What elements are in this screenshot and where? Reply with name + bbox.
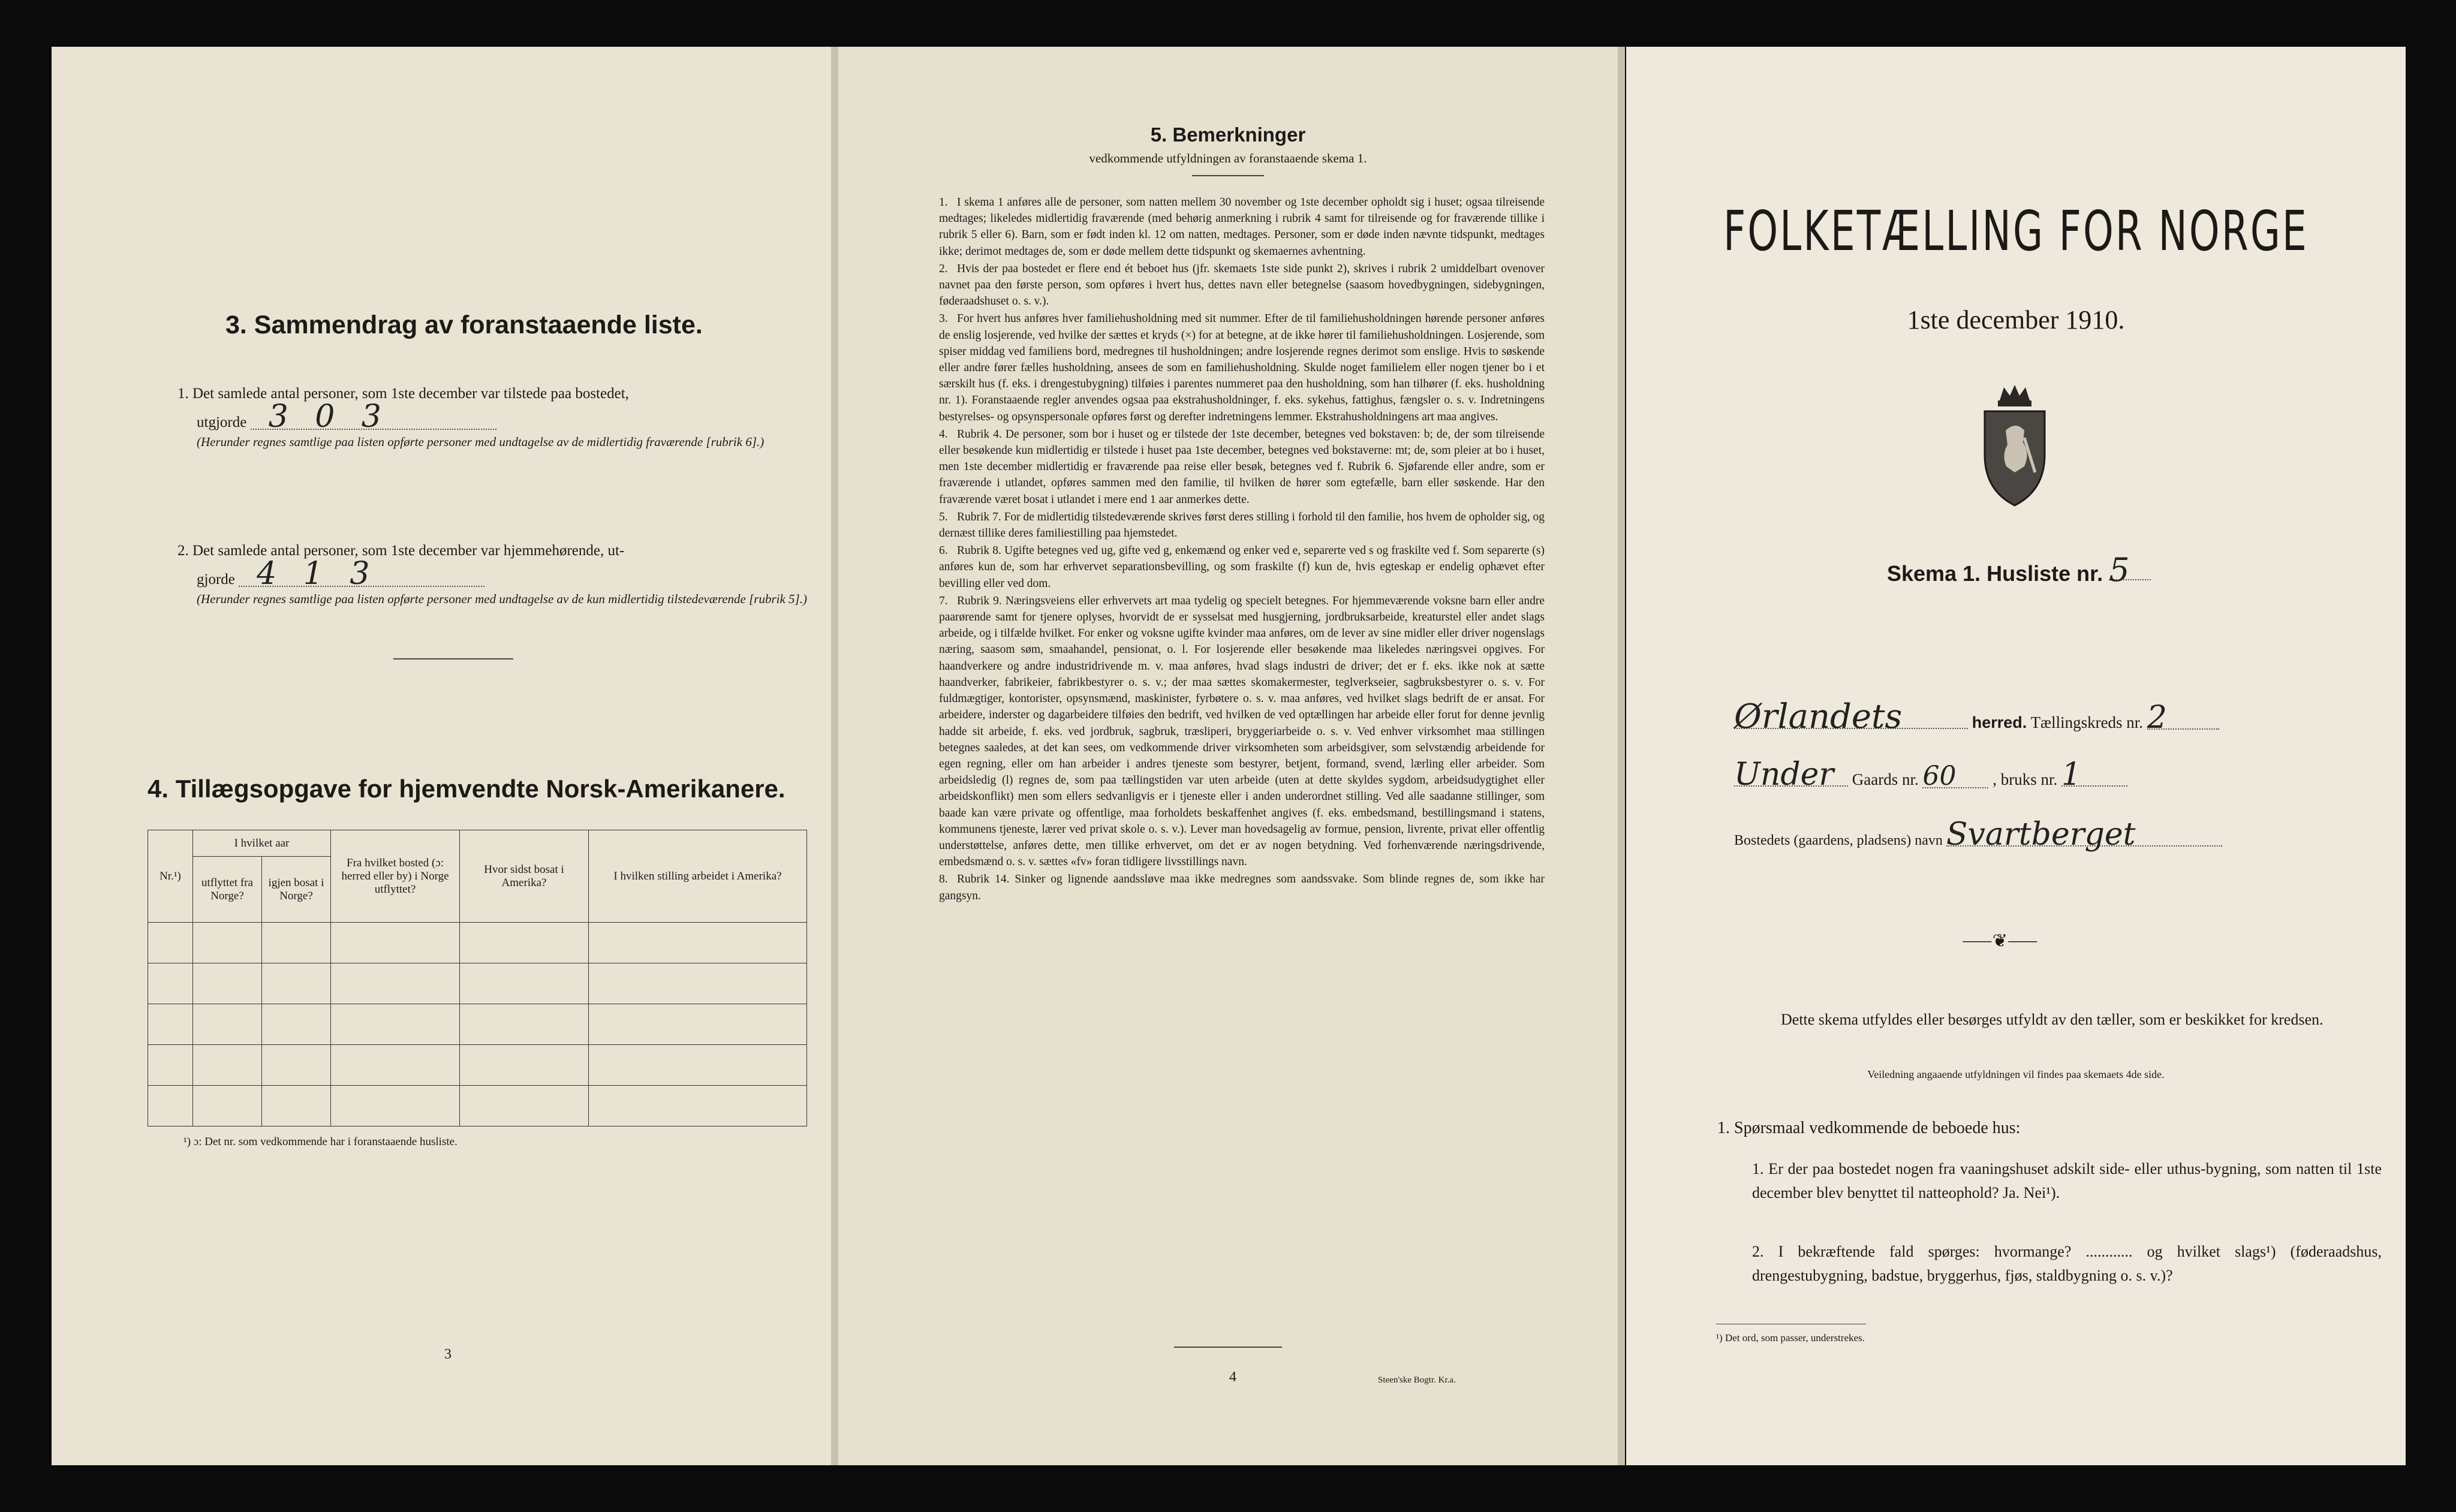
table-row	[148, 963, 807, 1004]
col-emigrated: utflyttet fra Norge?	[193, 857, 262, 923]
herred-label: herred.	[1972, 713, 2027, 731]
table-footnote: ¹) ɔ: Det nr. som vedkommende har i foranstaaende husliste.	[183, 1135, 458, 1148]
summary-item-1-note: (Herunder regnes samtlige paa listen opførte personer med undtagelse av de midlertidig fraværende [rubrik 6].)	[197, 435, 765, 449]
binding-gutter	[1618, 47, 1625, 1465]
remark-number: 8.	[939, 873, 948, 886]
divider	[1192, 175, 1264, 176]
remark-2	[939, 261, 1545, 310]
remark-number: 4.	[939, 427, 948, 441]
remark-number: 7.	[939, 594, 948, 607]
table-row	[148, 1086, 807, 1127]
herred-line	[1734, 697, 2370, 736]
remark-text: Rubrik 14. Sinker og lignende aandssløve maa ikke medregnes som aandssvake. Som blinde regnes de, som ikke har gangsyn.	[939, 873, 1545, 902]
bruk-nr-value: 1	[2061, 764, 2127, 787]
remark-text: I skema 1 anføres alle de personer, som natten mellem 30 november og 1ste december opholdt sig i huset; ogsaa tilreisende medtages; likeledes midlertidig fraværende (med behørig anmerkning i rubrik 4 samt for tilreisende og for fraværende tillike i rubrik 5 eller 6). Barn, som er født inden kl. 12 om natten, medtages. Personer, som er døde inden nævnte tidspunkt, medtages ikke; derimot medtages de, som er døde mellem dette tidspunkt og skemaernes avhentning.	[939, 196, 1545, 258]
printer-imprint: Steen'ske Bogtr. Kr.a.	[1378, 1375, 1456, 1385]
remark-3	[939, 311, 1545, 424]
remark-text: For hvert hus anføres hver familiehusholdning med sit nummer. Efter de til familiehusholdningen hørende personer anføres de enslig losjerende, ved hvilke der sættes et kryds (×) for at betegne, at de ikke hører til familiehusholdningen. Losjerende, som spiser middag ved familiens bord, medregnes til husholdningen; andre losjerende regnes derimot som enslige. Hvis to søskende eller andre fører fælles husholdning, ansees de som en familiehusholdning. Skulde noget familielem eller nogen tjener bo i et særskilt hus (f. eks. i drengestubygning) tilføies i parentes nummeret paa den husholdning, som han tilhører (f. eks. husholdning nr. 1). Foranstaaende regler anvendes ogsaa paa ekstrahusholdninger, f. eks. sykehus, fattighus, fængsler o. s. v. Indretningens bestyrelses- og opsynspersonale opføres først og derefter indretningens lemmer. Ekstrahusholdningens art maa angives.	[939, 312, 1545, 423]
remark-text: Rubrik 4. De personer, som bor i huset og er tilstede der 1ste december, betegnes ved bokstaven: b; de, der som tilreisende eller besøkende kun midlertidig er tilstede i huset paa 1ste december, betegnes ved bokstaverne: mt; de, som pleier at bo i huset, men 1ste december midlertidig er fraværende paa reise eller besøk, betegnes ved f. Rubrik 6. Sjøfarende eller andre, som er fraværende i utlandet, opføres sammen med den familie, til hvilken de hører som egtefælle, barn eller søskende. Har den fraværende været bosat i utlandet i mere end 1 aar anmerkes dette.	[939, 427, 1545, 506]
remark-number: 1.	[939, 196, 948, 209]
gaard-nr-value: 60	[1922, 766, 1988, 788]
gaard-line	[1734, 757, 2370, 793]
questions-heading: 1. Spørsmaal vedkommende de beboede hus:	[1717, 1119, 2021, 1137]
remark-7	[939, 593, 1545, 870]
ornament-icon: ⸺❦⸺	[1962, 931, 2038, 951]
page-4	[838, 47, 1618, 1465]
remark-4	[939, 426, 1545, 508]
remarks-title: 5. Bemerkninger	[1150, 124, 1306, 146]
remark-number: 6.	[939, 544, 948, 558]
table-row	[148, 1004, 807, 1045]
remark-1	[939, 194, 1545, 260]
bruk-label: , bruks nr.	[1993, 770, 2058, 788]
bosted-value: Svartberget	[1946, 824, 2222, 847]
remark-8	[939, 871, 1545, 903]
summary-item-1-text: 1. Det samlede antal personer, som 1ste december var tilstede paa bostedet,	[177, 385, 629, 402]
summary-item-2-label: gjorde	[197, 571, 235, 588]
question-1: 1. Er der paa bostedet nogen fra vaaningshuset adskilt side- eller uthus-bygning, som natten til 1ste december blev benyttet til natteophold? Ja. Nei¹).	[1752, 1160, 2382, 1201]
col-occupation: I hvilken stilling arbeidet i Amerika?	[589, 830, 807, 923]
kreds-label: Tællingskreds nr.	[2030, 713, 2144, 731]
summary-item-2	[177, 540, 813, 608]
remarks-list	[939, 194, 1545, 905]
table-row	[148, 1045, 807, 1086]
remarks-subtitle: vedkommende utfyldningen av foranstaaende skema 1.	[1089, 151, 1367, 165]
page-3	[52, 47, 831, 1465]
kreds-value: 2	[2147, 707, 2219, 730]
census-date: 1ste december 1910.	[1907, 305, 2125, 335]
bosted-label: Bostedets (gaardens, pladsens) navn	[1734, 833, 1943, 848]
summary-item-2-text: 2. Det samlede antal personer, som 1ste december var hjemmehørende, ut-	[177, 543, 625, 559]
herred-value: Ørlandets	[1734, 706, 1968, 729]
col-from-place: Fra hvilket bosted (ɔ: herred eller by) i Norge utflyttet?	[331, 830, 460, 923]
gaard-name-value: Under	[1734, 764, 1848, 787]
husliste-nr-value: 5	[2109, 561, 2151, 580]
page-5	[1626, 47, 2406, 1465]
gaard-label: Gaards nr.	[1852, 770, 1919, 788]
col-group-year: I hvilket aar	[193, 830, 331, 857]
summary-item-2-value: 4 1 3	[239, 562, 484, 587]
divider	[393, 658, 513, 659]
remark-text: Rubrik 7. For de midlertidig tilstedeværende skrives først deres stilling i forhold til den familie, hos hvem de opholder sig, og dernæst tillike deres familiestilling paa hjemstedet.	[939, 510, 1545, 540]
bosted-line	[1734, 817, 2370, 853]
divider	[1174, 1347, 1282, 1348]
intro-text: Dette skema utfyldes eller besørges utfyldt av den tæller, som er beskikket for kredsen.	[1781, 1011, 2323, 1028]
section-3-title: 3. Sammendrag av foranstaaende liste.	[225, 311, 703, 339]
binding-gutter	[831, 47, 838, 1465]
summary-item-1	[177, 382, 813, 451]
table-row	[148, 923, 807, 963]
norsk-amerikanere-table	[148, 830, 807, 1127]
remark-5	[939, 509, 1545, 541]
question-2: 2. I bekræftende fald spørges: hvormange? ............ og hvilket slags¹) (føderaadshus, drengestubygning, badstue, bryggerhus, fjøs, staldbygning o. s. v.)?	[1752, 1243, 2382, 1284]
remark-number: 3.	[939, 312, 948, 326]
remark-text: Hvis der paa bostedet er flere end ét beboet hus (jfr. skemaets 1ste side punkt 2), skrives i rubrik 2 umiddelbart ovenover navnet paa den første person, som opføres i hvert hus, dettes navn eller betegnelse (saasom hovedbygningen, sidebygningen, føderaadshuset o. s. v.).	[939, 262, 1545, 308]
remark-number: 5.	[939, 510, 948, 523]
schema-label: Skema 1. Husliste nr.	[1887, 561, 2103, 586]
coat-of-arms-icon	[1973, 382, 2057, 508]
schema-line	[1887, 551, 2151, 589]
summary-item-1-label: utgjorde	[197, 414, 247, 430]
page-number: 3	[444, 1347, 452, 1362]
footnote: ¹) Det ord, som passer, understrekes.	[1716, 1332, 1865, 1344]
section-4-title: 4. Tillægsopgave for hjemvendte Norsk-Amerikanere.	[148, 775, 785, 803]
guidance-text: Veiledning angaaende utfyldningen vil findes paa skemaets 4de side.	[1867, 1068, 2165, 1080]
summary-item-1-value: 3 0 3	[251, 405, 496, 430]
census-title: FOLKETÆLLING FOR NORGE	[1723, 199, 2308, 263]
remark-text: Rubrik 8. Ugifte betegnes ved ug, gifte ved g, enkemænd og enker ved e, separerte ved s og fraskilte ved f. Som separerte (s) anføres kun de, som har erhvervet separationsbevilling, og som fraskilte (f) kun de, hvis egteskap er endelig ophævet efter bevilling eller ved dom.	[939, 544, 1545, 590]
col-returned: igjen bosat i Norge?	[262, 857, 331, 923]
summary-item-2-note: (Herunder regnes samtlige paa listen opførte personer med undtagelse av de kun midlertidig tilstedeværende [rubrik 5].)	[197, 592, 807, 606]
remark-6	[939, 543, 1545, 592]
remark-text: Rubrik 9. Næringsveiens eller erhvervets art maa tydelig og specielt betegnes. For hjemmeværende voksne barn eller andre paarørende samt for tjenere oplyses, hvorvidt de er sysselsat med husgjerning, jordbruksarbeide, kreaturstel eller andet slags arbeide, og i tilfælde hvilket. For enker og voksne ugifte kvinder maa anføres, om de lever av sine midler eller driver nogenslags næring, saasom søm, smaahandel, pensionat, o. l. For losjerende eller besøkende maa likeledes næringsvei opgives. For haandverkere og andre industridrivende m. v. maa anføres, hvad slags industri de driver; det er f. eks. ikke nok at sætte haandverker, fabrikeier, fabrikbestyrer o. s. v.; der maa sættes skomakermester, teglverkseier, sagbruksbestyrer o. s. v. For fuldmægtiger, kontorister, opsynsmænd, maskinister, fyrbøtere o. s. v. maa anføres, ved hvilket slags bedrift de er ansat. For arbeidere, inderster og dagarbeidere tilføies den bedrift, ved hvilken de ved optællingen har arbeide eller forut for denne jevnlig hadde sit arbeide, f. eks. ved jordbruk, sagbruk, træsliperi, bryggeriarbeide o. s. v. Ved enhver virksomhet maa stillingen betegnes saaledes, at det kan sees, om vedkommende driver virksomheten som arbeidsgiver, som selvstændig arbeidende for egen regning, eller om han arbeider i andres tjeneste som bestyrer, betjent, formand, svend, lærling eller arbeider. Som arbeidsledig (l) regnes de, som paa tællingstiden var uten arbeide (uten at dette skyldes sygdom, arbeidsudygtighet eller arbeidskonflikt) men som ellers sedvanligvis er i tjeneste eller i anden underordnet stilling. Ved alle saadanne stillinger, som baade kan være private og offentlige, maa forholdets beskaffenhet angives (f. eks. embedsmand, bestillingsmand i statens, kommunens tjeneste, lærer ved privat skole o. s. v.). Lever man hovedsagelig av formue, pension, livrente, privat eller offentlig understøttelse, anføres dette, men tillike erhvervet, om det er av nogen betydning. Ved forhenværende næringsdrivende, embedsmænd o. s. v. sættes «fv» foran tidligere livsstillings navn.	[939, 594, 1545, 869]
remark-number: 2.	[939, 262, 948, 275]
col-nr: Nr.¹)	[148, 830, 193, 923]
page-number: 4	[1229, 1369, 1236, 1385]
col-last-place: Hvor sidst bosat i Amerika?	[460, 830, 589, 923]
